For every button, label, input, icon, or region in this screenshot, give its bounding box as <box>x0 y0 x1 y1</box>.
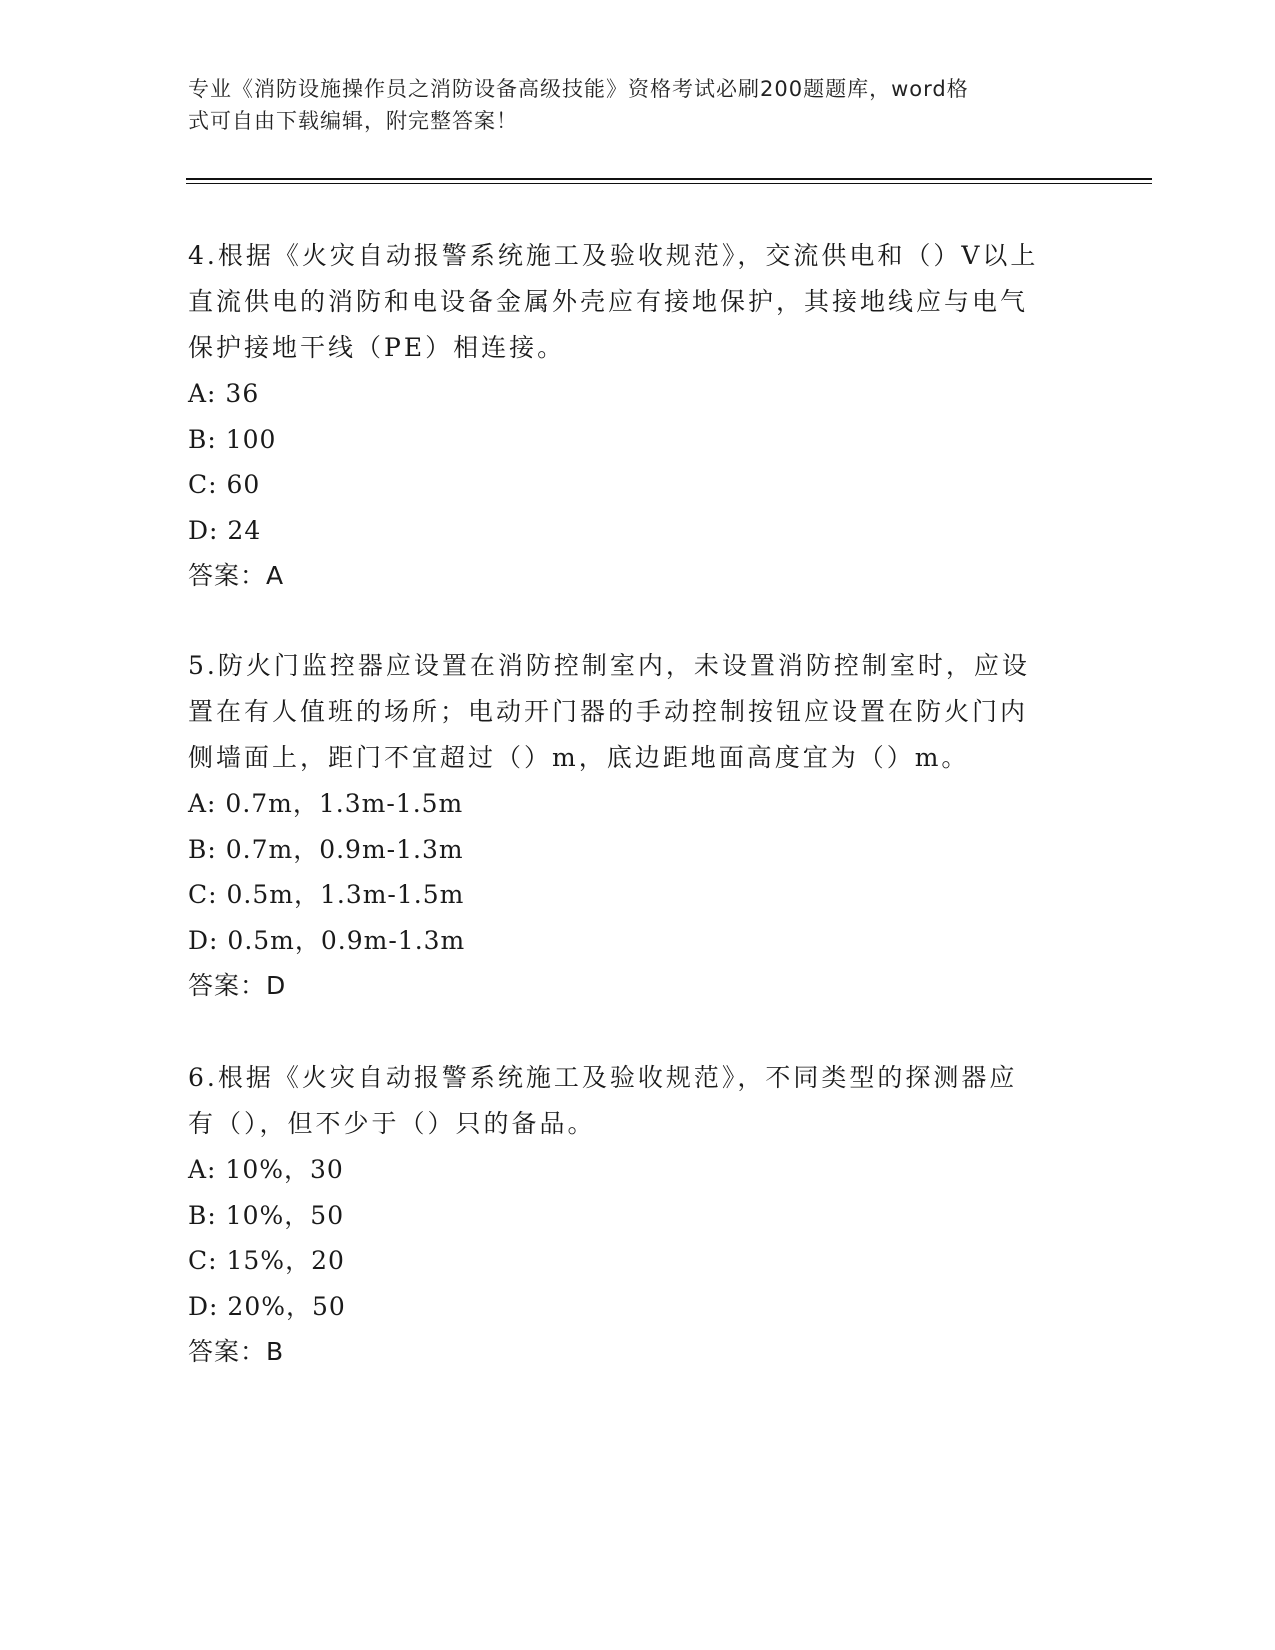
header-line-2: 式可自由下载编辑，附完整答案！ <box>188 109 518 133</box>
question-block-5 <box>188 643 1088 1009</box>
question-stem-line: 6.根据《火灾自动报警系统施工及验收规范》，不同类型的探测器应 <box>188 1063 1018 1092</box>
question-stem-line: 侧墙面上，距门不宜超过（）m，底边距地面高度宜为（）m。 <box>188 743 970 772</box>
question-block-6 <box>188 1055 1088 1375</box>
option-d: D: 0.5m，0.9m-1.3m <box>188 925 466 955</box>
option-c: C: 15%，20 <box>188 1246 345 1275</box>
question-block-4 <box>188 233 1088 599</box>
option-a: A: 10%，30 <box>188 1155 344 1184</box>
answer-line: 答案：D <box>188 971 287 1000</box>
question-stem-line: 直流供电的消防和电设备金属外壳应有接地保护，其接地线应与电气 <box>188 287 1029 316</box>
option-a: A: 0.7m，1.3m-1.5m <box>188 789 464 818</box>
document-header <box>188 73 1068 137</box>
answer-line: 答案：A <box>188 561 285 590</box>
question-stem-line: 有（），但不少于（）只的备品。 <box>188 1109 596 1138</box>
answer-line: 答案：B <box>188 1337 285 1366</box>
header-divider-thick <box>186 178 1152 180</box>
option-b: B: 10%，50 <box>188 1200 345 1230</box>
option-b: B: 100 <box>188 424 277 454</box>
question-stem-line: 5.防火门监控器应设置在消防控制室内，未设置消防控制室时，应设 <box>188 651 1030 680</box>
option-a: A: 36 <box>188 379 260 408</box>
header-line-1: 专业《消防设施操作员之消防设备高级技能》资格考试必刷200题题库，word格 <box>188 77 969 101</box>
option-d: D: 20%，50 <box>188 1291 346 1321</box>
option-d: D: 24 <box>188 515 262 545</box>
question-stem-line: 置在有人值班的场所；电动开门器的手动控制按钮应设置在防火门内 <box>188 697 1029 726</box>
option-b: B: 0.7m，0.9m-1.3m <box>188 834 464 864</box>
option-c: C: 0.5m，1.3m-1.5m <box>188 880 465 909</box>
header-divider-thin <box>186 183 1152 184</box>
question-stem-line: 4.根据《火灾自动报警系统施工及验收规范》，交流供电和（）V以上 <box>188 241 1039 270</box>
question-stem-line: 保护接地干线（PE）相连接。 <box>188 333 566 362</box>
option-c: C: 60 <box>188 470 261 499</box>
